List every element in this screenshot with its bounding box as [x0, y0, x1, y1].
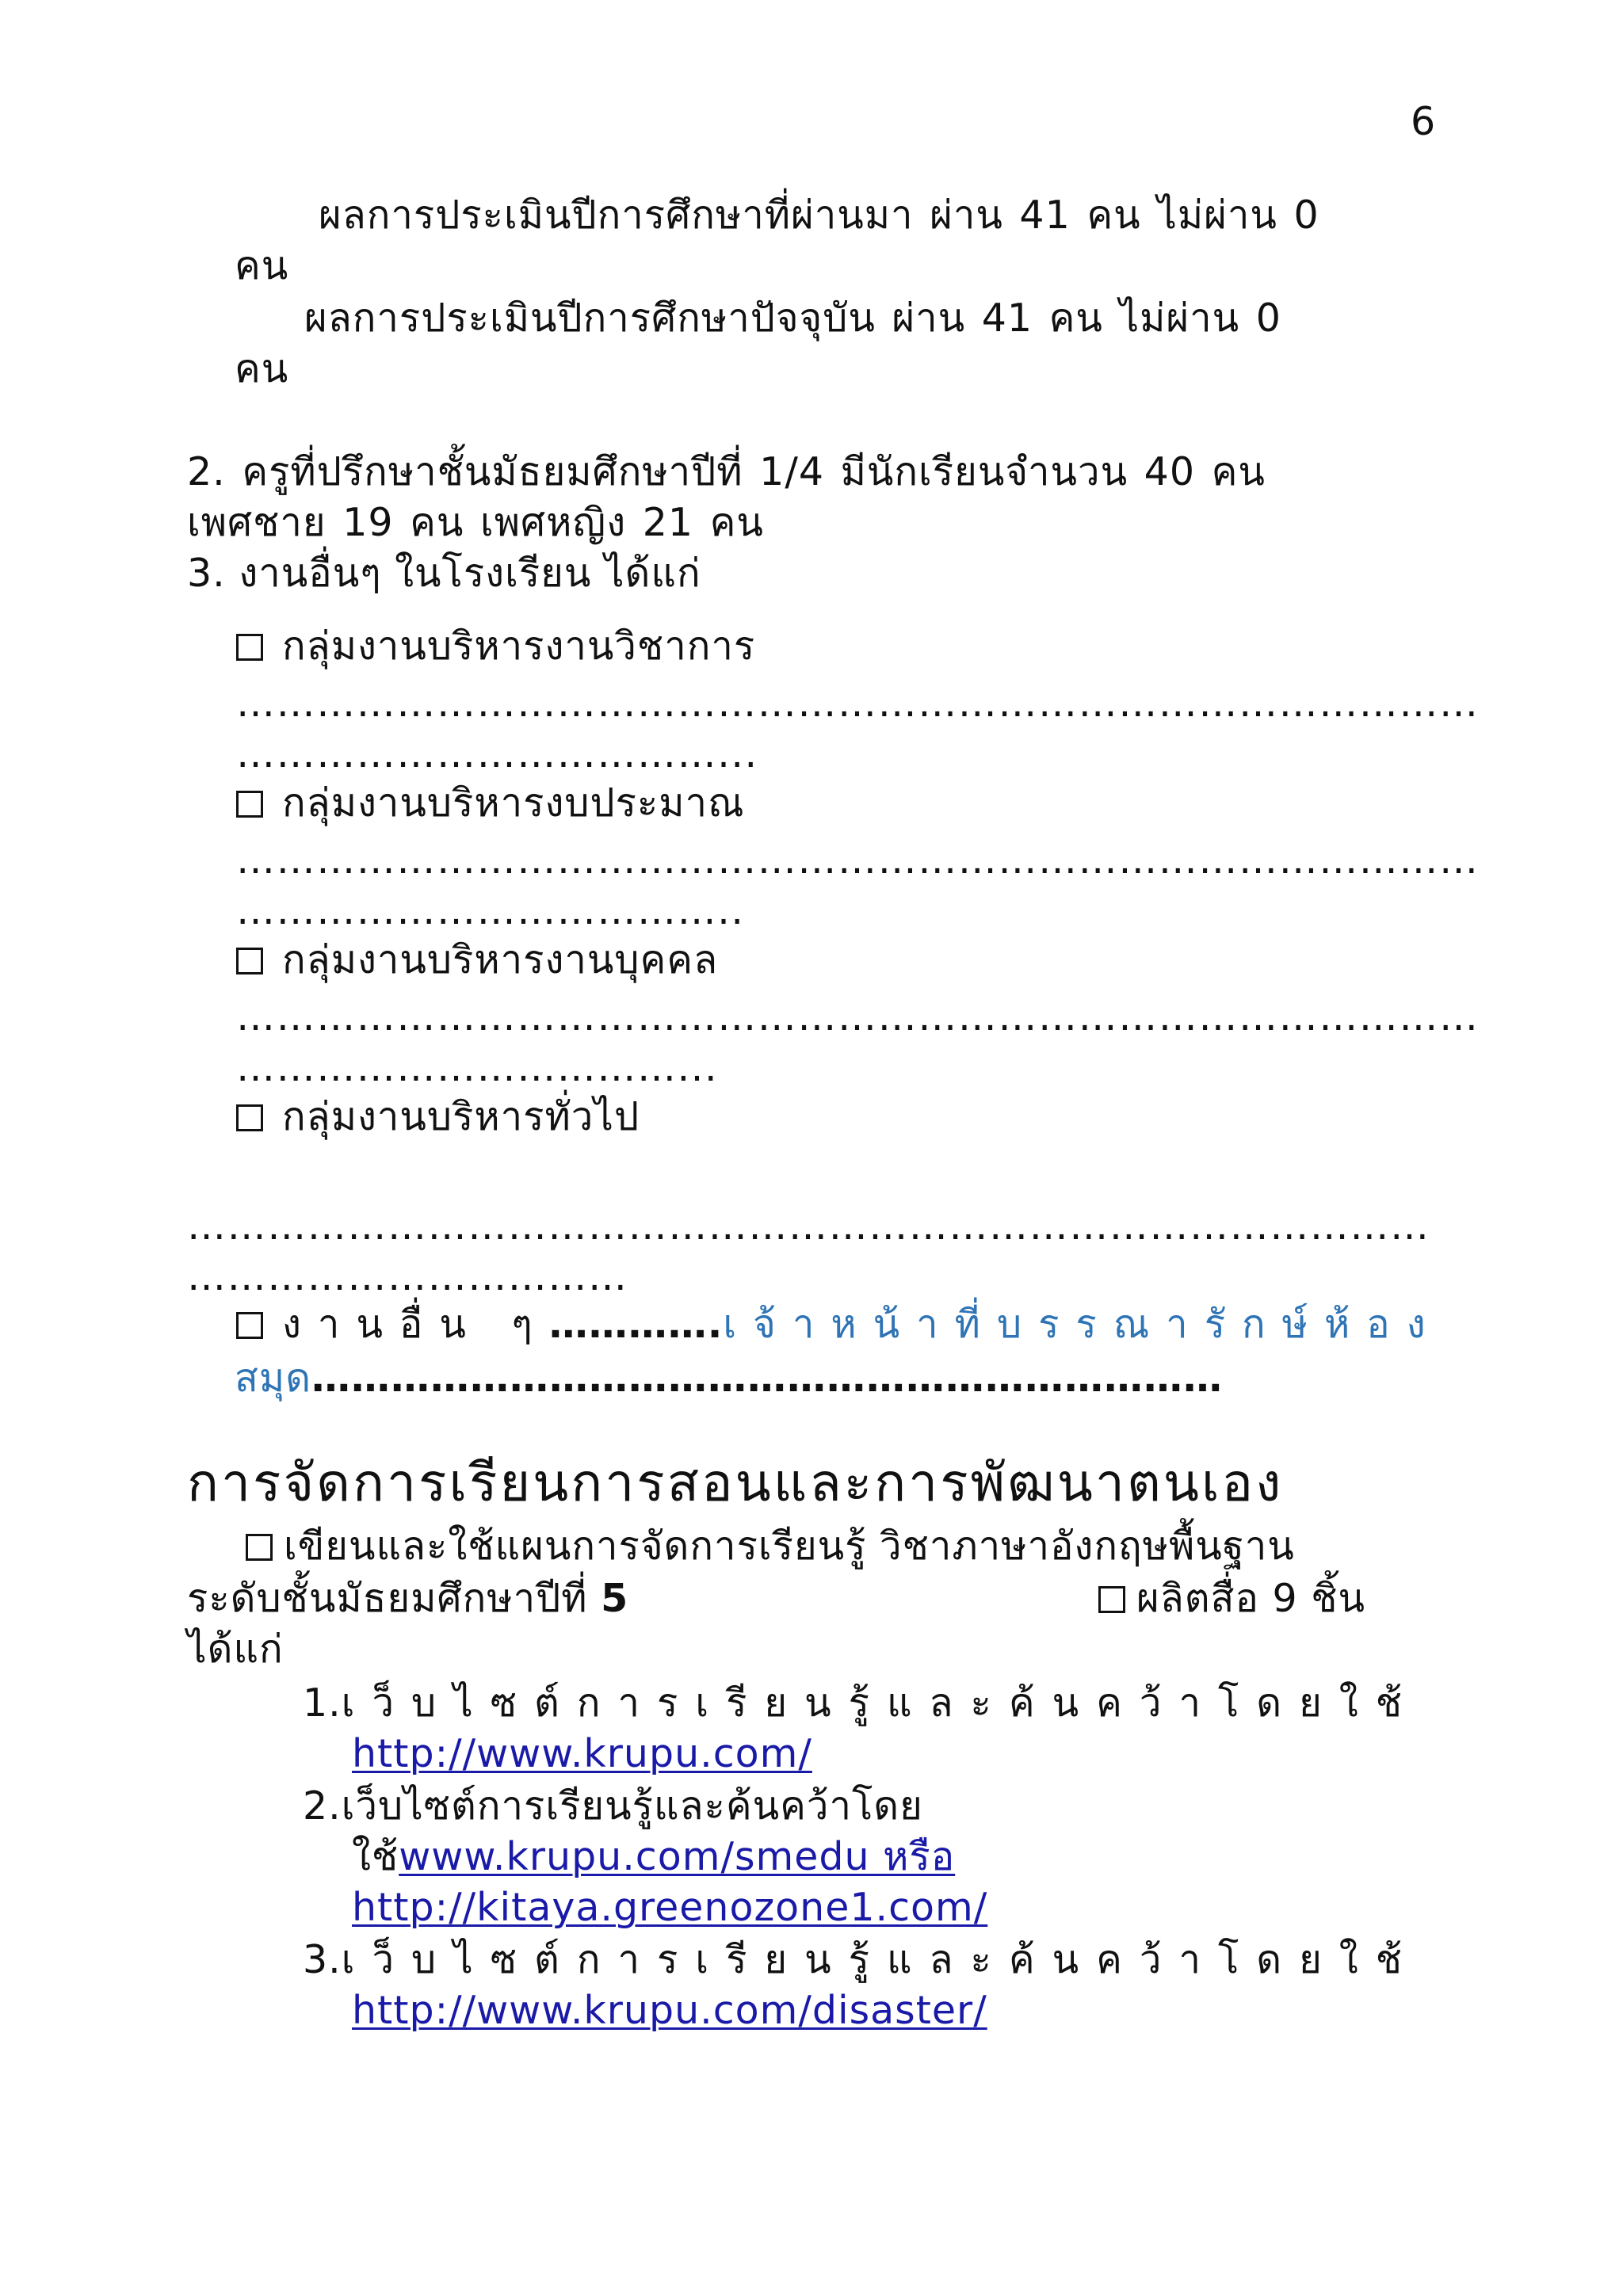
- resource-text: ใช้: [352, 1834, 399, 1879]
- lesson-plan-grade-line: [187, 1573, 628, 1624]
- grade-prefix: ระดับชั้นมัธยมศึกษาปีที่: [187, 1576, 601, 1621]
- work-group-label: กลุ่มงานบริหารงานบุคคล: [282, 937, 719, 982]
- fill-in-dots: ……………………………...: [236, 1045, 719, 1090]
- section-heading: การจัดการเรียนการสอนและการพัฒนาตนเอง: [187, 1452, 1284, 1513]
- fill-in-dots: …………………………………………………………………………………: [236, 837, 1480, 883]
- checkbox-icon: [236, 634, 263, 661]
- grade-number: 5: [601, 1576, 629, 1621]
- fill-in-dots: ………….: [548, 1302, 724, 1347]
- resource-item-3: [303, 1935, 1419, 1985]
- resource-link[interactable]: http://kitaya.greenozone1.com/: [352, 1885, 988, 1930]
- lesson-plan-intro: ได้แก่: [187, 1627, 284, 1672]
- resource-text: เว็บไซต์การเรียนรู้และค้นคว้าโดยใช้: [341, 1937, 1419, 1982]
- resource-item-2-cont: [352, 1832, 955, 1882]
- fill-in-dots: …………………………………………………………………………………: [236, 681, 1480, 726]
- fill-in-dots: ………………………………..: [236, 888, 745, 933]
- fill-in-dots: ……………………………………………………………: [311, 1356, 1224, 1401]
- checkbox-icon: [236, 1104, 263, 1131]
- advisor-gender-line: เพศชาย 19 คน เพศหญิง 21 คน: [187, 500, 764, 545]
- work-group-personnel: [236, 935, 718, 986]
- resource-item-2: [303, 1781, 923, 1832]
- resource-number: 2.: [303, 1783, 342, 1829]
- advisor-class-line: 2. ครูที่ปรึกษาชั้นมัธยมศึกษาปีที่ 1/4 มีนักเรียนจำนวน 40 คน: [187, 449, 1266, 494]
- resource-link[interactable]: www.krupu.com/smedu หรือ: [399, 1834, 956, 1879]
- lesson-plan-line: [246, 1521, 1295, 1572]
- fill-in-dots: ……………………………: [187, 1254, 628, 1299]
- fill-in-dots: ………………………………...: [236, 731, 758, 776]
- media-count: [1098, 1573, 1365, 1624]
- eval-current-year: ผลการประเมินปีการศึกษาปัจจุบัน ผ่าน 41 คน ไม่ผ่าน 0: [304, 296, 1281, 341]
- other-work-label: งานอื่น ๆ: [282, 1302, 549, 1347]
- resource-item-1: [303, 1678, 1419, 1729]
- lesson-plan-text: เขียนและใช้แผนการจัดการเรียนรู้ วิชาภาษาอังกฤษพื้นฐาน: [284, 1524, 1295, 1569]
- resource-number: 3.: [303, 1937, 342, 1982]
- media-label: ผลิตสื่อ 9 ชิ้น: [1136, 1576, 1365, 1621]
- work-group-general: [236, 1092, 640, 1142]
- resource-link-3[interactable]: [352, 1985, 987, 2036]
- resource-link[interactable]: http://www.krupu.com/: [352, 1731, 812, 1776]
- other-work-value: เจ้าหน้าที่บรรณารักษ์ห้อง: [723, 1302, 1442, 1347]
- eval-current-year-tail: คน: [235, 346, 289, 391]
- resource-link-2b[interactable]: [352, 1882, 987, 1933]
- resource-text: เว็บไซต์การเรียนรู้และค้นคว้าโดย: [341, 1783, 923, 1829]
- checkbox-icon: [1098, 1586, 1125, 1613]
- other-duties-heading: 3. งานอื่นๆ ในโรงเรียน ได้แก่: [187, 551, 701, 596]
- checkbox-icon: [246, 1534, 273, 1561]
- resource-text: เว็บไซต์การเรียนรู้และค้นคว้าโดยใช้: [341, 1680, 1419, 1726]
- work-group-label: กลุ่มงานบริหารงานวิชาการ: [282, 624, 756, 669]
- resource-number: 1.: [303, 1680, 342, 1726]
- other-work-value-cont: สมุด: [235, 1356, 312, 1401]
- work-group-budget: [236, 778, 745, 829]
- work-group-label: กลุ่มงานบริหารทั่วไป: [282, 1094, 640, 1139]
- work-group-label: กลุ่มงานบริหารงบประมาณ: [282, 780, 745, 826]
- checkbox-icon: [236, 1312, 263, 1339]
- work-group-academic: [236, 621, 755, 672]
- fill-in-dots: …………………………………………………………………………………: [236, 994, 1480, 1039]
- other-work-line: [236, 1299, 1442, 1350]
- page-number: 6: [1411, 99, 1437, 144]
- eval-previous-year: ผลการประเมินปีการศึกษาที่ผ่านมา ผ่าน 41 คน ไม่ผ่าน 0: [319, 193, 1319, 238]
- checkbox-icon: [236, 791, 263, 818]
- other-work-line-2: [235, 1353, 1223, 1404]
- resource-link[interactable]: http://www.krupu.com/disaster/: [352, 1988, 987, 2033]
- eval-previous-year-tail: คน: [235, 243, 289, 288]
- checkbox-icon: [236, 948, 263, 974]
- resource-link-1[interactable]: [352, 1729, 812, 1779]
- fill-in-dots: …………………………………………………………………………………: [187, 1203, 1430, 1249]
